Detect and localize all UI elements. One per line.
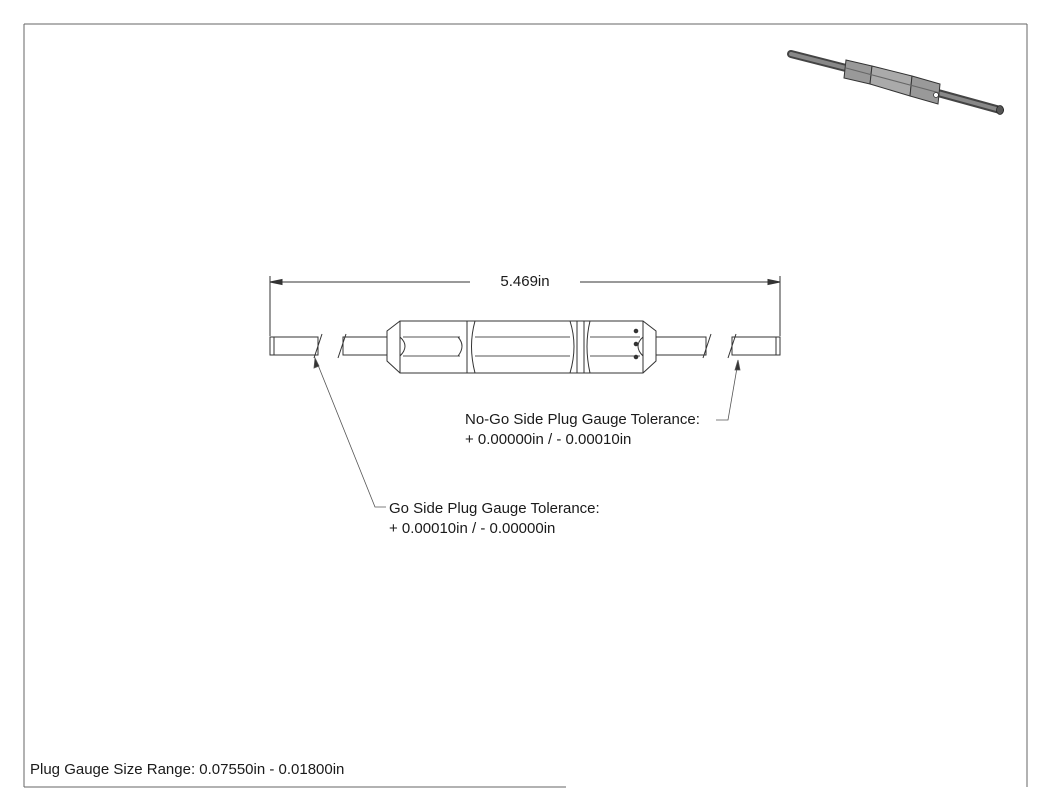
nogo-collet bbox=[577, 321, 656, 373]
plug-gauge-front-view bbox=[270, 321, 780, 373]
nogo-tolerance-value: + 0.00000in / - 0.00010in bbox=[465, 431, 632, 448]
nogo-leader bbox=[716, 360, 740, 420]
nogo-side-pin bbox=[656, 334, 780, 358]
size-range-note: Plug Gauge Size Range: 0.07550in - 0.01800in bbox=[30, 761, 345, 778]
sheet-border bbox=[24, 24, 1027, 787]
go-leader bbox=[314, 358, 386, 507]
nogo-tolerance-title: No-Go Side Plug Gauge Tolerance: bbox=[465, 411, 700, 428]
center-handle bbox=[467, 321, 577, 373]
overall-dimension-label: 5.469in bbox=[470, 272, 580, 292]
go-collet bbox=[387, 321, 467, 373]
go-tolerance-title: Go Side Plug Gauge Tolerance: bbox=[389, 500, 600, 517]
go-tolerance-value: + 0.00010in / - 0.00000in bbox=[389, 520, 556, 537]
isometric-view-thumbnail bbox=[791, 54, 1004, 115]
go-side-pin bbox=[270, 334, 387, 358]
